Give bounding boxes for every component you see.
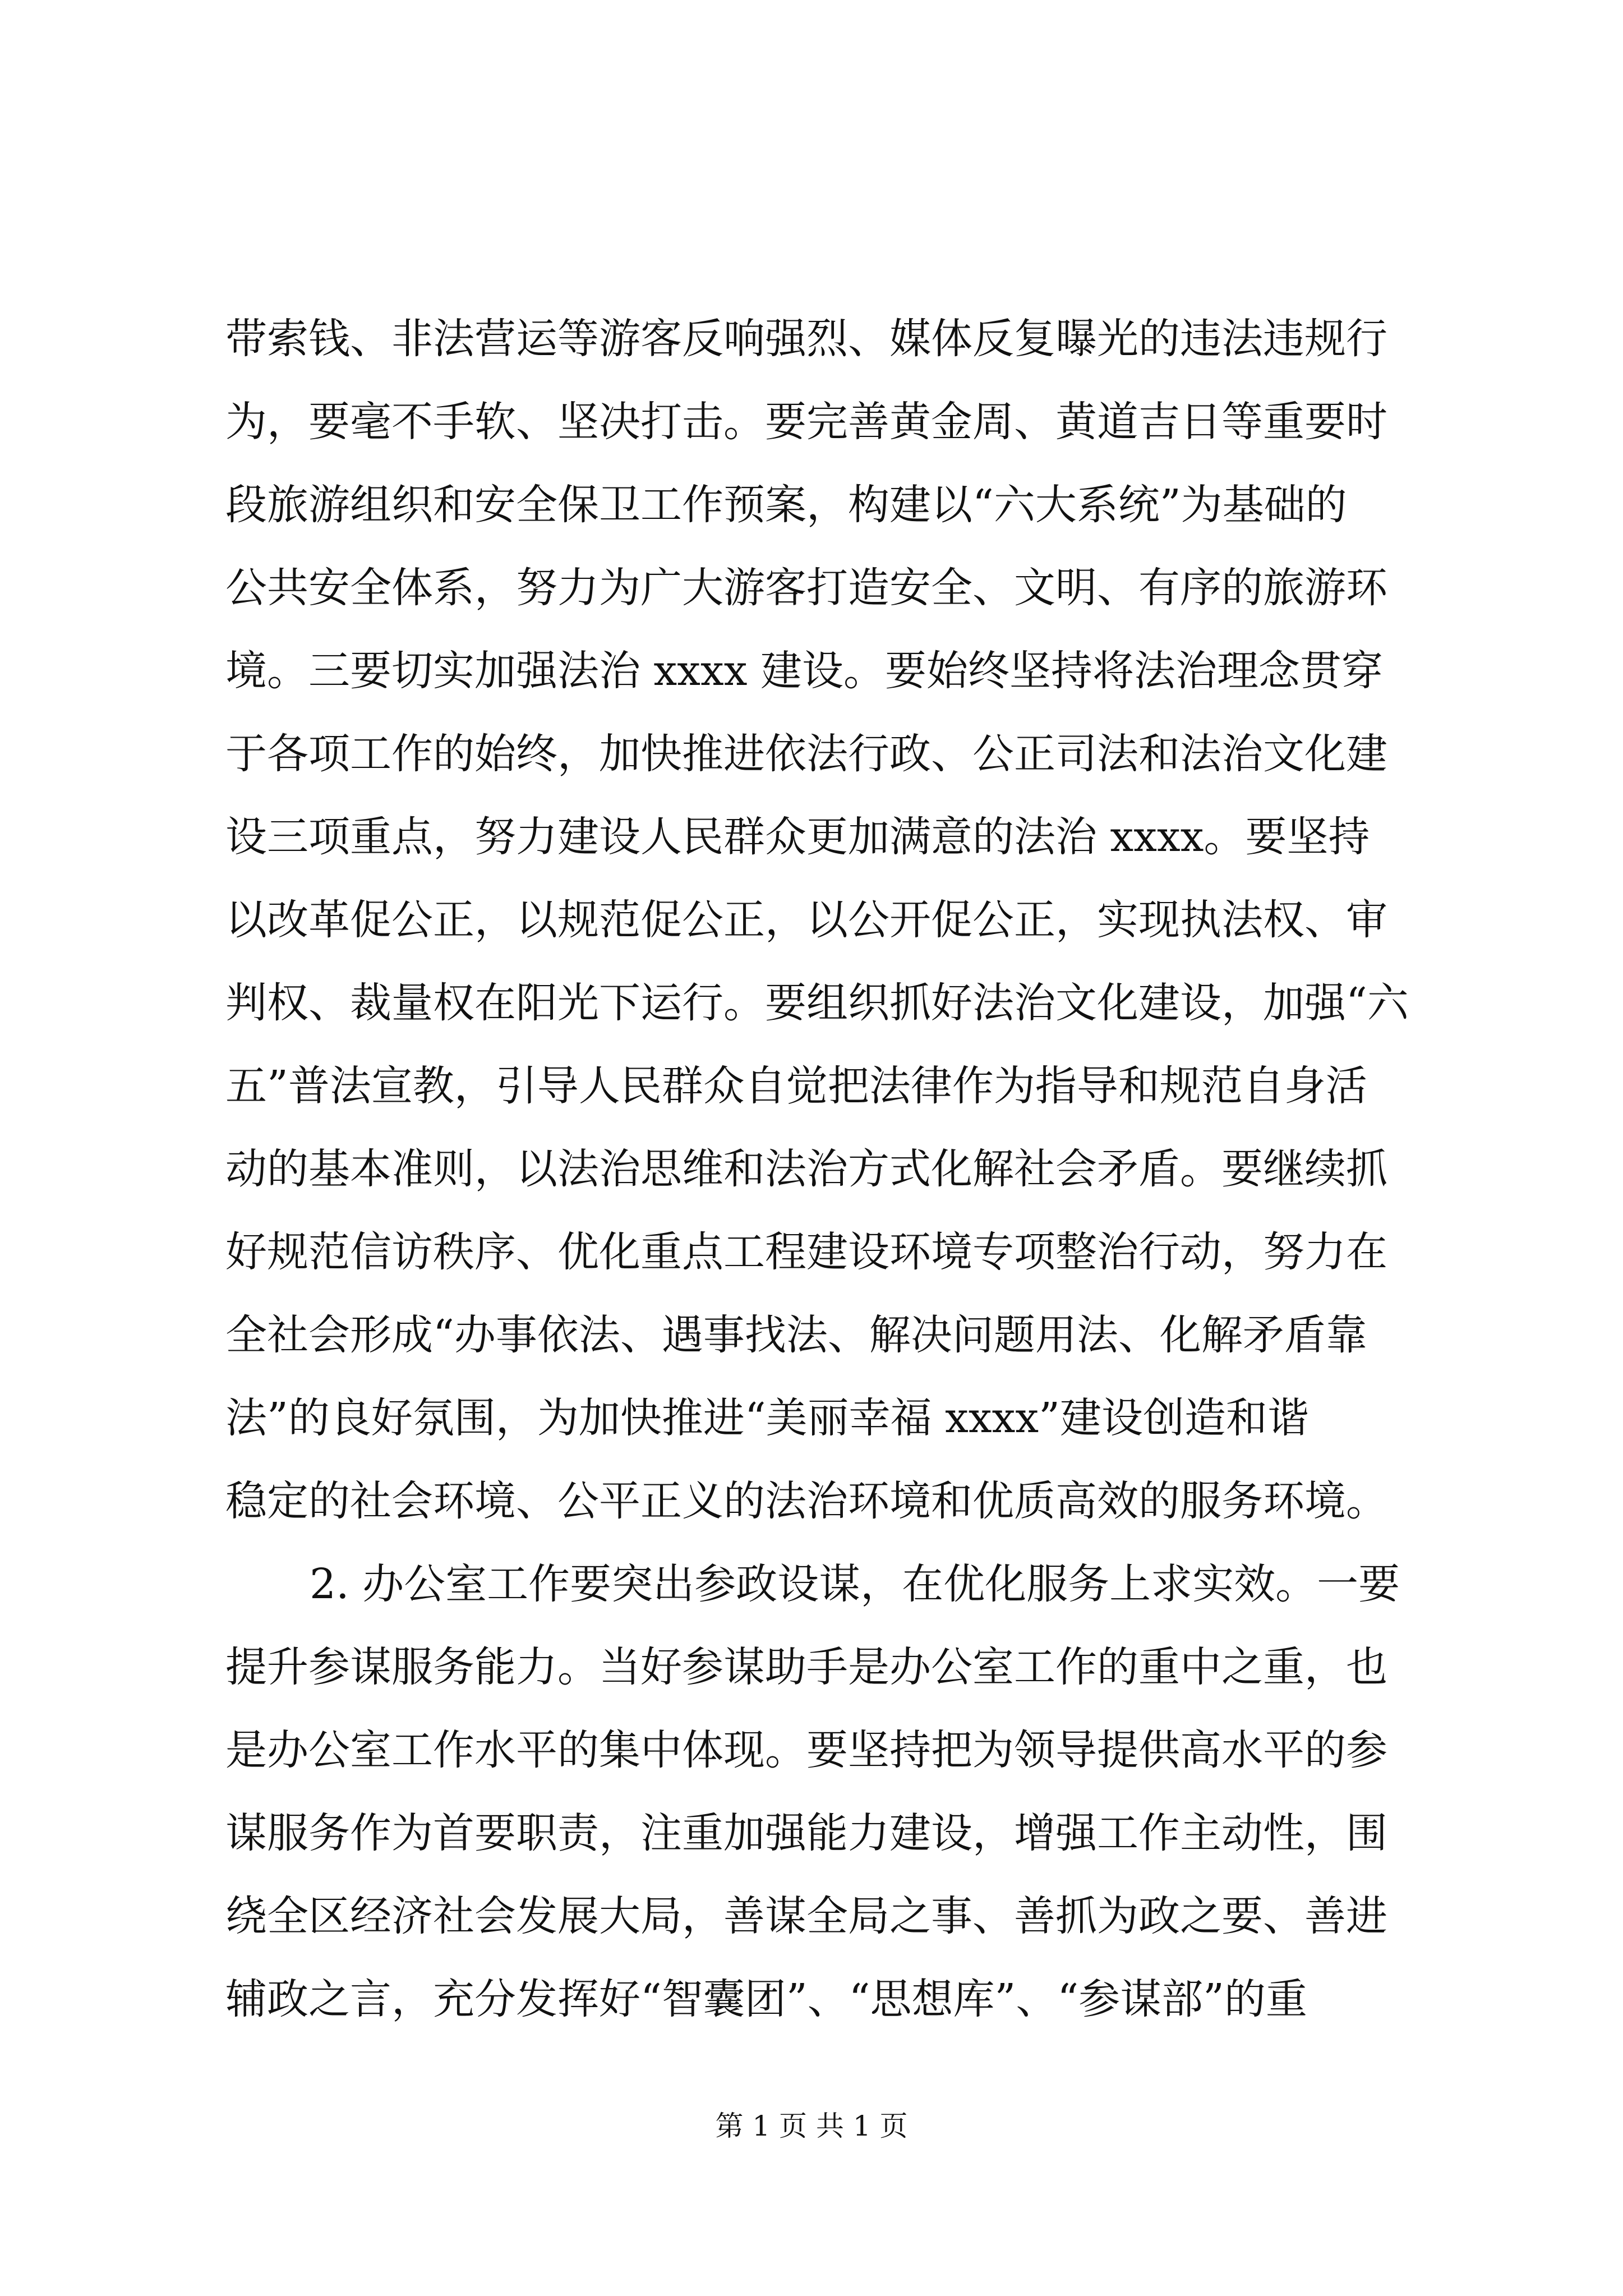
- text-line: 辅政之言，充分发挥好“智囊团”、“思想库”、“参谋部”的重: [225, 1975, 1307, 2023]
- text-line: 稳定的社会环境、公平正义的法治环境和优质高效的服务环境。: [225, 1477, 1387, 1525]
- text-line: 以改革促公正，以规范促公正，以公开促公正，实现执法权、审: [225, 896, 1387, 944]
- text-line: 谋服务作为首要职责，注重加强能力建设，增强工作主动性，围: [225, 1809, 1387, 1857]
- text-line: 全社会形成“办事依法、遇事找法、解决问题用法、化解矛盾靠: [225, 1311, 1367, 1359]
- page-number-footer: 第 1 页 共 1 页: [715, 2110, 908, 2142]
- text-line: 为，要毫不手软、坚决打击。要完善黄金周、黄道吉日等重要时: [225, 398, 1387, 446]
- text-line: 于各项工作的始终，加快推进依法行政、公正司法和法治文化建: [225, 730, 1387, 778]
- text-line: 判权、裁量权在阳光下运行。要组织抓好法治文化建设，加强“六: [225, 979, 1409, 1027]
- text-line: 公共安全体系，努力为广大游客打造安全、文明、有序的旅游环: [225, 564, 1387, 612]
- text-line: 提升参谋服务能力。当好参谋助手是办公室工作的重中之重，也: [225, 1643, 1387, 1691]
- text-line: 是办公室工作水平的集中体现。要坚持把为领导提供高水平的参: [225, 1726, 1387, 1774]
- text-line: 带索钱、非法营运等游客反响强烈、媒体反复曝光的违法违规行: [225, 315, 1387, 363]
- text-line: 五”普法宣教，引导人民群众自觉把法律作为指导和规范自身活: [225, 1062, 1367, 1110]
- document-body: [225, 297, 1431, 2041]
- paragraph-first-line: 2. 办公室工作要突出参政设谋，在优化服务上求实效。一要: [310, 1560, 1400, 1608]
- text-line: 段旅游组织和安全保卫工作预案，构建以“六大系统”为基础的: [225, 481, 1347, 529]
- text-line: 设三项重点，努力建设人民群众更加满意的法治 xxxx。要坚持: [225, 813, 1370, 861]
- text-line: 法”的良好氛围，为加快推进“美丽幸福 xxxx”建设创造和谐: [225, 1394, 1309, 1442]
- text-line: 好规范信访秩序、优化重点工程建设环境专项整治行动，努力在: [225, 1228, 1387, 1276]
- text-line: 绕全区经济社会发展大局，善谋全局之事、善抓为政之要、善进: [225, 1892, 1387, 1940]
- text-line: 境。三要切实加强法治 xxxx 建设。要始终坚持将法治理念贯穿: [225, 647, 1383, 695]
- text-line: 动的基本准则，以法治思维和法治方式化解社会矛盾。要继续抓: [225, 1145, 1387, 1193]
